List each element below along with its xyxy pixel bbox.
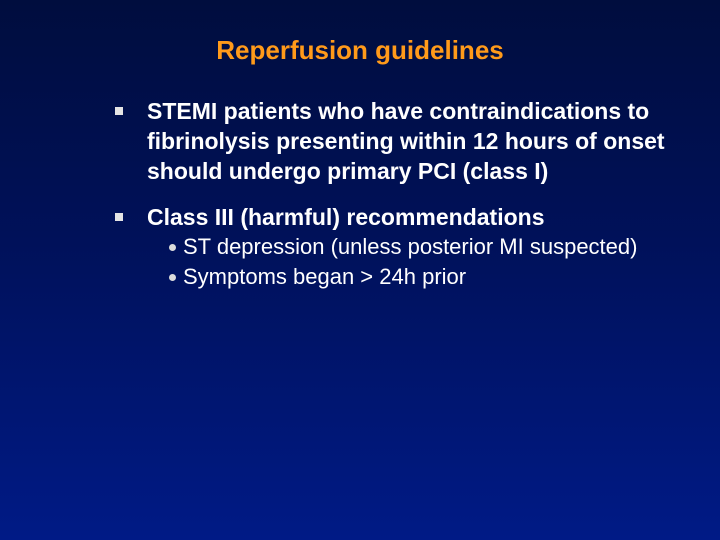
sub-bullet-item-st-depression xyxy=(145,232,680,262)
round-bullet-icon xyxy=(169,274,176,281)
round-bullet-icon xyxy=(169,244,176,251)
bullet-list xyxy=(0,96,720,292)
square-bullet-icon xyxy=(115,107,123,115)
square-bullet-icon xyxy=(115,213,123,221)
bullet-text: STEMI patients who have contraindications to fibrinolysis presenting within 12 hours of onset should undergo primary PCI (class I) xyxy=(147,98,665,184)
bullet-item-class-iii xyxy=(0,202,720,292)
sub-bullet-text: ST depression (unless posterior MI suspected) xyxy=(183,234,638,259)
bullet-item-primary-pci xyxy=(0,96,720,186)
slide-title: Reperfusion guidelines xyxy=(216,35,504,65)
sub-bullet-list xyxy=(147,232,680,292)
sub-bullet-item-symptoms xyxy=(145,262,680,292)
bullet-text: Class III (harmful) recommendations xyxy=(147,204,545,230)
sub-bullet-text: Symptoms began > 24h prior xyxy=(183,264,467,289)
